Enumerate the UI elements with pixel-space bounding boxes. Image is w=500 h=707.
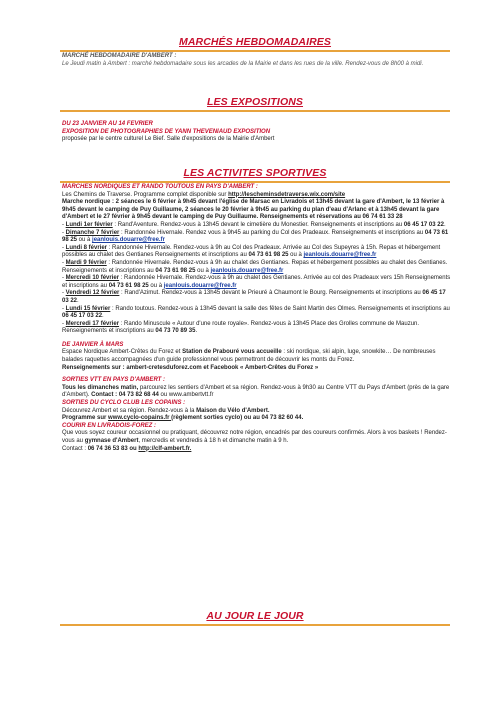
event-phone: 06 45 17 03 22 <box>62 290 446 304</box>
event-tail: . <box>195 328 198 335</box>
event-email-link[interactable]: jeanlouis.douarre@free.fr <box>210 267 284 274</box>
expo-event: EXPOSITION DE PHOTOGRAPHIES DE YANN THEVENIAUD EXPOSITION <box>62 128 271 135</box>
janvier-mars-heading: DE JANVIER À MARS <box>62 341 124 348</box>
expositions-block <box>62 121 452 144</box>
text-part: parcourez les sentiers d'Ambert et sa région. Rendez-vous à 9h30 au Centre VTT du Pays d'Ambert (près de la gare d'Ambert). <box>62 384 450 399</box>
expo-date: DU 23 JANVIER AU 14 FEVRIER <box>62 121 153 127</box>
event-text: : Rand'Aventure. Rendez-vous à 13h45 devant le cimetière du Monestier. Renseignements et inscriptions au <box>112 221 404 228</box>
event-item <box>62 306 452 321</box>
bullet-dash: - <box>62 320 66 327</box>
maison-velo-bold: Maison du Vélo d'Ambert. <box>196 407 270 414</box>
bullet-dash: - <box>62 290 66 297</box>
event-phone: 04 73 61 98 25 <box>62 229 449 244</box>
event-item <box>62 290 452 305</box>
ambert-cretes-link[interactable]: ambert-cretesduforez.com et Facebook « Ambert-Crêtes du Forez » <box>126 364 319 371</box>
event-text: : Randonnée Hivernale. Rendez vous à 9h45 au parking du Col des Pradeaux. Renseignements et inscriptions au <box>119 229 425 236</box>
text-part: Programme sur <box>62 415 109 422</box>
bullet-dash: - <box>62 305 66 312</box>
courir-contact <box>62 446 452 454</box>
marches-text: Le Jeudi matin à Ambert : marché hebdomadaire sous les arcades de la Mairie et dans les rues de la ville. Rendez-vous de 8h00 à midi. <box>62 60 424 67</box>
section-title-jour: AU JOUR LE JOUR <box>206 610 304 622</box>
text-part: (règlement sorties cyclo) ou au 04 73 82 60 44. <box>171 415 304 422</box>
janvier-mars-info <box>62 365 452 373</box>
event-text: : Randonnée Hivernale. Rendez-vous à 9h au chalet des Gentianes. Arrivée au col des Pradeaux vers 15h Renseignements et inscriptions au <box>62 275 451 289</box>
section-title-activites: LES ACTIVITES SPORTIVES <box>183 167 327 179</box>
event-date: Lundi 8 février <box>65 244 108 251</box>
event-item <box>62 245 452 260</box>
courir-phone: 06 74 36 53 83 ou <box>87 445 139 452</box>
janvier-mars-text <box>62 349 452 364</box>
section-rule <box>60 50 450 52</box>
event-tail: . <box>77 297 79 304</box>
text-part: , mercredis et vendredis à 18 h et dimanche matin à 9 h. <box>138 438 289 444</box>
event-text: : Rand'Azimut. Rendez-vous à 13h45 devant le Prieuré à Chaumont le Bourg. Renseignements et inscriptions au <box>119 290 423 297</box>
event-tail: ou à <box>195 267 211 274</box>
section-rule <box>60 181 450 183</box>
expo-text: proposée par le centre culturel Le Bief. Salle d'expositions de la Mairie d'Ambert <box>62 136 275 143</box>
marche-nordique-text: Marche nordique : 2 séances le 6 février à 9h45 devant l'église de Marsac en Livradois et 13h45 devant la gare d'Ambert, le 13 février à 9h45 devant le camping de Puy Guillaume, 2 séances le 20 février à 9h45 au parking du plan d'eau d'Arlanc et à 13h45 devant la gare d'Ambert et le 27 février à 9h45 devant le camping de Puy Guillaume. Renseignements et réservations au 06 74 61 33 28 <box>62 199 445 221</box>
section-title-marches: MARCHÉS HEBDOMADAIRES <box>178 36 332 48</box>
marches-subtitle: MARCHÉ HEBDOMADAIRE D'AMBERT : <box>62 53 177 59</box>
event-list <box>62 222 452 336</box>
event-item <box>62 230 452 245</box>
copains-text <box>62 408 452 416</box>
event-date: Dimanche 7 février <box>65 229 120 236</box>
bullet-dash: - <box>62 244 66 251</box>
event-email-link[interactable]: jeanlouis.douarre@free.fr <box>303 252 377 259</box>
courir-text <box>62 430 452 445</box>
bullet-dash: - <box>62 221 66 228</box>
event-date: Mercredi 17 février <box>65 320 120 327</box>
event-phone: 06 45 17 03 22 <box>403 221 444 228</box>
lescheminsdetraverse-link[interactable]: http://lescheminsdetraverse.wix.com/site <box>228 191 346 198</box>
intro-text: Les Chemins de Traverse. Programme complet disponible sur <box>62 191 229 198</box>
event-phone: 04 73 61 98 25 <box>108 282 149 289</box>
event-phone: 06 45 17 03 22 <box>62 313 103 320</box>
text-part: : ski nordique, ski alpin, luge, snowkite… De nombreuses balades raquettes accompagnées d'un guide professionnel vous permettront de découvrir les monts du Forez. <box>62 349 436 364</box>
event-phone: 04 73 70 89 35 <box>155 328 196 335</box>
event-text: : Randonnée Hivernale. Rendez-vous à 9h au Col des Pradeaux. Arrivée au Col des Supeyres à 15h. Repas et hébergement possibles au chalet des Gentianes Renseignements et inscriptions au <box>62 244 441 259</box>
event-date: Lundi 1er février <box>65 221 113 228</box>
bullet-dash: - <box>62 229 66 236</box>
copains-heading: SORTIES DU CYCLO CLUB LES COPAINS : <box>62 400 186 407</box>
event-item <box>62 260 452 275</box>
vtt-contact: Contact : 04 73 82 68 44 <box>91 392 159 399</box>
text-part: Espace Nordique Ambert-Crêtes du Forez et <box>62 349 183 356</box>
event-email-link[interactable]: jeanlouis.douarre@free.fr <box>163 282 237 289</box>
courir-heading: COURIR EN LIVRADOIS-FOREZ : <box>62 422 156 429</box>
marches-nordiques-heading: MARCHES NORDIQUES ET RANDO TOUTOUS EN PAYS D'AMBERT : <box>62 184 258 190</box>
section-rule <box>60 110 450 112</box>
activites-block <box>62 184 452 453</box>
event-item <box>62 275 452 290</box>
event-item <box>62 222 452 230</box>
event-phone: 04 73 61 98 25 <box>248 252 289 259</box>
event-item <box>62 321 452 336</box>
event-date: Lundi 15 février <box>65 305 111 312</box>
event-tail: . <box>443 221 446 228</box>
prabouré-bold: Station de Prabouré vous accueille <box>182 349 282 356</box>
marches-nordiques-intro <box>62 192 452 200</box>
event-tail: ou à <box>77 237 93 244</box>
event-date: Vendredi 12 février <box>65 290 120 297</box>
section-rule <box>60 624 450 626</box>
event-text: : Rando Minuscule « Autour d'une route royale». Rendez-vous à 13h45 Place des Grolles commune de Mauzun. Renseignements et inscriptions au <box>62 320 420 335</box>
bullet-dash: - <box>62 259 66 266</box>
vtt-heading: SORTIES VTT EN PAYS D'AMBERT : <box>62 377 165 384</box>
text-part: Que vous soyez coureur occasionnel ou pratiquant, découvrez notre région, encadrés par des coureurs confirmés. Alors à vos baskets ! Rendez-vous au <box>62 430 447 444</box>
clf-ambert-link[interactable]: http://clf-ambert.fr. <box>138 445 192 452</box>
event-tail: . <box>102 313 104 320</box>
ambertvtt-link[interactable]: ou www.ambertvtt.fr <box>158 392 214 399</box>
text-part: Découvrez Ambert et sa région. Rendez-vous à la <box>62 407 197 414</box>
cyclo-copains-link[interactable]: www.cyclo-copains.fr <box>108 415 172 422</box>
event-phone: 04 73 61 98 25 <box>155 267 196 274</box>
bullet-dash: - <box>62 275 66 282</box>
text-part: Contact : <box>62 445 88 452</box>
vtt-text <box>62 385 452 400</box>
section-title-expositions: LES EXPOSITIONS <box>206 96 304 108</box>
event-email-link[interactable]: jeanlouis.douarre@free.fr <box>92 237 165 244</box>
event-date: Mercredi 10 février <box>65 275 120 282</box>
event-text: : Randonnée Hivernale. Rendez-vous à 9h au chalet des Gentianes. Repas et hébergement possibles au chalet des Gentianes. Renseignements et inscriptions au <box>62 259 448 274</box>
marches-block <box>62 53 452 68</box>
event-date: Mardi 9 février <box>65 259 107 266</box>
text-part: Renseignements sur : <box>62 364 127 371</box>
event-tail: ou à <box>148 282 164 289</box>
vtt-bold: Tous les dimanches matin, <box>62 384 139 391</box>
event-tail: ou à <box>288 252 304 259</box>
event-text: : Rando toutous. Rendez-vous à 13h45 devant la salle des fêtes de Saint Martin des Olmes. Renseignements et inscriptions au <box>110 305 450 312</box>
copains-prog <box>62 415 452 423</box>
gymnase-bold: gymnase d'Ambert <box>84 438 139 444</box>
